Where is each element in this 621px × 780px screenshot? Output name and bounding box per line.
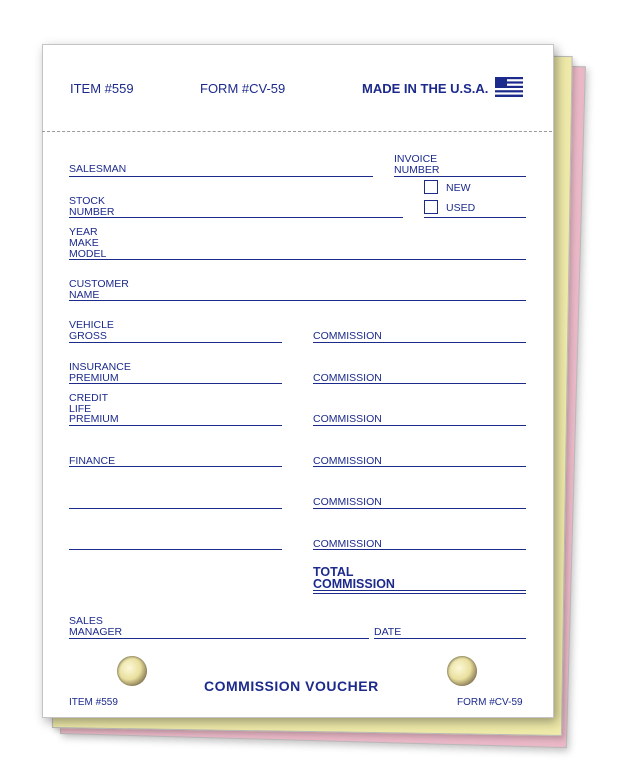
sales-manager-label-2: MANAGER bbox=[69, 626, 123, 638]
footer-form-number: FORM #CV-59 bbox=[457, 697, 523, 708]
credit-label-3: PREMIUM bbox=[69, 413, 119, 425]
commission-line-4[interactable] bbox=[313, 466, 526, 467]
customer-label-2: NAME bbox=[69, 289, 100, 301]
insurance-premium-line[interactable] bbox=[69, 383, 282, 384]
used-checkbox[interactable] bbox=[424, 200, 438, 214]
binder-hole-right bbox=[447, 656, 477, 686]
white-original-sheet bbox=[42, 44, 554, 718]
insurance-label-1: INSURANCE bbox=[69, 361, 131, 373]
vehicle-label-2: GROSS bbox=[69, 330, 107, 342]
commission-line-2[interactable] bbox=[313, 383, 526, 384]
customer-label-1: CUSTOMER bbox=[69, 278, 129, 290]
stock-label-1: STOCK bbox=[69, 195, 105, 207]
credit-label-2: LIFE bbox=[69, 403, 92, 415]
form-title: COMMISSION VOUCHER bbox=[204, 678, 379, 694]
finance-label: FINANCE bbox=[69, 455, 116, 467]
sales-manager-line[interactable] bbox=[69, 638, 369, 639]
invoice-label-1: INVOICE bbox=[394, 153, 438, 165]
vehicle-label-1: VEHICLE bbox=[69, 319, 114, 331]
used-underline bbox=[424, 217, 526, 218]
footer-item-number: ITEM #559 bbox=[69, 697, 118, 708]
perforation-line bbox=[42, 131, 552, 132]
commission-label-5: COMMISSION bbox=[313, 496, 382, 508]
usa-flag-icon bbox=[495, 77, 523, 97]
total-commission-line-bottom bbox=[313, 593, 526, 594]
binder-hole-left bbox=[117, 656, 147, 686]
total-commission-label-1: TOTAL bbox=[313, 565, 354, 579]
salesman-line[interactable] bbox=[69, 176, 373, 177]
credit-label-1: CREDIT bbox=[69, 392, 109, 404]
date-line[interactable] bbox=[374, 638, 526, 639]
commission-label-6: COMMISSION bbox=[313, 538, 382, 550]
commission-label-3: COMMISSION bbox=[313, 413, 382, 425]
customer-name-line[interactable] bbox=[69, 300, 526, 301]
commission-line-5[interactable] bbox=[313, 508, 526, 509]
blank-line-1[interactable] bbox=[69, 508, 282, 509]
invoice-label-2: NUMBER bbox=[394, 164, 440, 176]
total-commission-line-top[interactable] bbox=[313, 590, 526, 591]
salesman-label: SALESMAN bbox=[69, 163, 127, 175]
insurance-label-2: PREMIUM bbox=[69, 372, 119, 384]
new-label: NEW bbox=[446, 182, 471, 194]
used-label: USED bbox=[446, 202, 476, 214]
stock-label-2: NUMBER bbox=[69, 206, 115, 218]
commission-label-1: COMMISSION bbox=[313, 330, 382, 342]
commission-line-3[interactable] bbox=[313, 425, 526, 426]
model-label: MODEL bbox=[69, 248, 107, 260]
year-label: YEAR bbox=[69, 226, 98, 238]
made-in-usa-label: MADE IN THE U.S.A. bbox=[362, 81, 489, 96]
commission-label-2: COMMISSION bbox=[313, 372, 382, 384]
credit-life-premium-line[interactable] bbox=[69, 425, 282, 426]
header-item-number: ITEM #559 bbox=[70, 81, 134, 96]
blank-line-2[interactable] bbox=[69, 549, 282, 550]
vehicle-gross-line[interactable] bbox=[69, 342, 282, 343]
sales-manager-label-1: SALES bbox=[69, 615, 103, 627]
date-label: DATE bbox=[374, 626, 402, 638]
make-label: MAKE bbox=[69, 237, 99, 249]
stock-number-line[interactable] bbox=[69, 217, 403, 218]
new-checkbox[interactable] bbox=[424, 180, 438, 194]
finance-line[interactable] bbox=[69, 466, 282, 467]
commission-line-6[interactable] bbox=[313, 549, 526, 550]
invoice-line[interactable] bbox=[394, 176, 526, 177]
header-form-number: FORM #CV-59 bbox=[200, 81, 286, 96]
commission-label-4: COMMISSION bbox=[313, 455, 382, 467]
total-commission-label-2: COMMISSION bbox=[313, 577, 395, 591]
year-make-model-line[interactable] bbox=[69, 259, 526, 260]
commission-line-1[interactable] bbox=[313, 342, 526, 343]
